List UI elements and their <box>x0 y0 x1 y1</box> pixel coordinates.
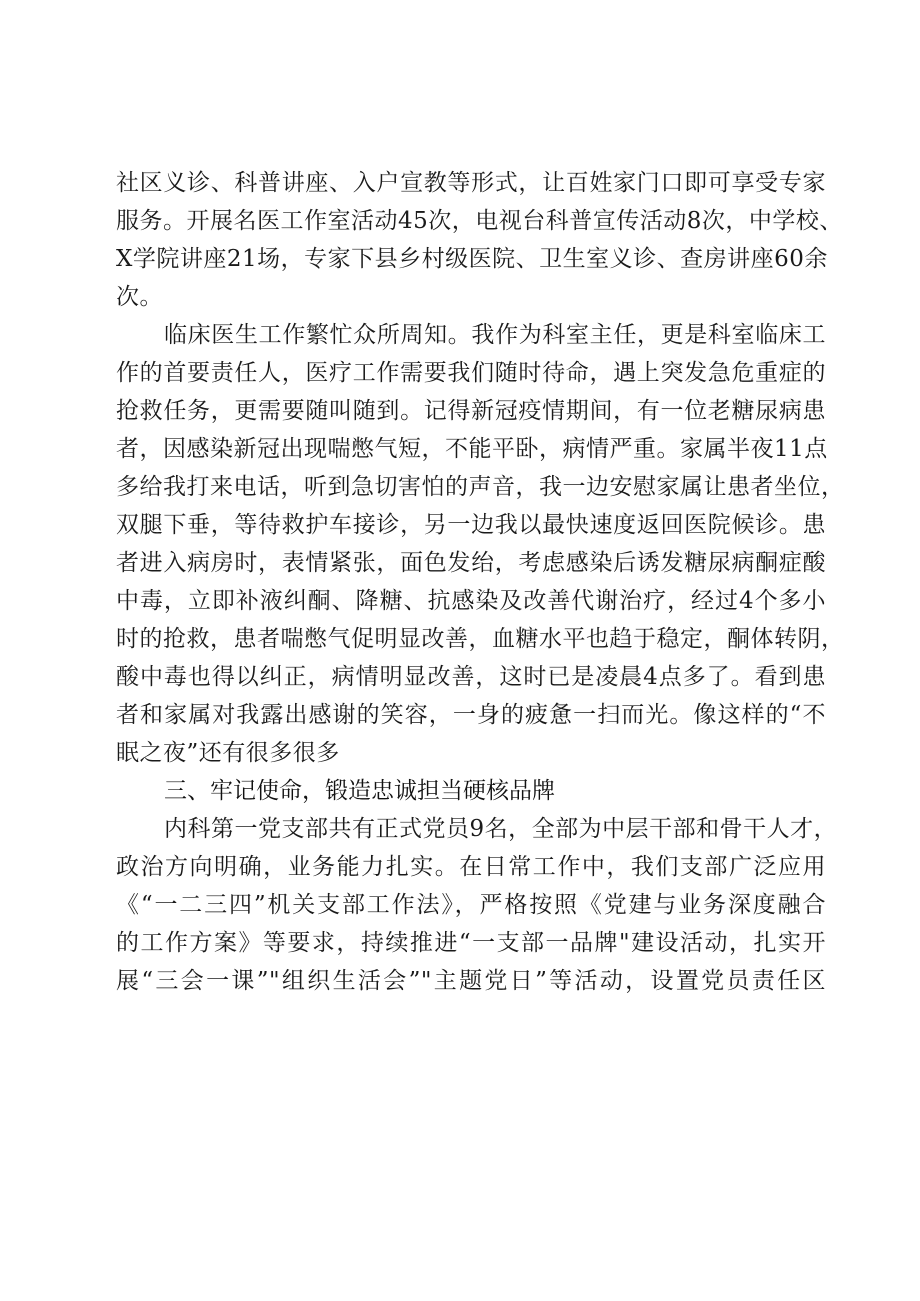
text-line: 内科第一党支部共有正式党员9名，全部为中层干部和骨干人才， <box>164 816 838 842</box>
text-line: 政治方向明确，业务能力扎实。在日常工作中，我们支部广泛应用 <box>116 854 826 880</box>
text-line: 次。 <box>116 284 163 310</box>
text-line: 双腿下垂，等待救护车接诊，另一边我以最快速度返回医院候诊。患 <box>116 512 826 538</box>
document-body <box>116 164 845 1000</box>
text-line: 者进入病房时，表情紧张，面色发绐，考虑感染后诱发糖尿病酮症酸 <box>116 550 826 576</box>
text-line: 的工作方案》等要求，持续推进“一支部一品牌"建设活动，扎实开 <box>116 930 826 956</box>
text-line: 作的首要责任人，医疗工作需要我们随时待命，遇上突发急危重症的 <box>116 360 826 386</box>
text-line: 酸中毒也得以纠正，病情明显改善，这时已是凌晨4点多了。看到患 <box>116 664 826 690</box>
text-line: X学院讲座21场，专家下县乡村级医院、卫生室义诊、查房讲座60余 <box>116 246 828 272</box>
paragraph-2 <box>116 316 845 772</box>
text-line: 者和家属对我露出感谢的笑容，一身的疲惫一扫而光。像这样的“不 <box>116 702 826 728</box>
text-line: 眠之夜”还有很多很多 <box>116 740 340 766</box>
section-heading: 三、牢记使命，锻造忠诚担当硬核品牌 <box>164 778 555 804</box>
text-line: 临床医生工作繁忙众所周知。我作为科室主任，更是科室临床工 <box>164 322 826 348</box>
text-line: 社区义诊、科普讲座、入户宣教等形式，让百姓家门口即可享受专家 <box>116 170 826 196</box>
text-line: 《“一二三四”机关支部工作法》，严格按照《党建与业务深度融合 <box>116 892 826 918</box>
paragraph-1 <box>116 164 843 316</box>
text-line: 中毒，立即补液纠酮、降糖、抗感染及改善代谢治疗，经过4个多小 <box>116 588 826 614</box>
text-line: 多给我打来电话，听到急切害怕的声音，我一边安慰家属让患者坐位， <box>116 474 845 500</box>
text-line: 者，因感染新冠出现喘憋气短，不能平卧，病情严重。家属半夜11点 <box>116 436 828 462</box>
text-line: 展“三会一课”"组织生活会”"主题党日”等活动，设置党员责任区 <box>116 968 826 994</box>
paragraph-3 <box>116 810 838 1000</box>
text-line: 服务。开展名医工作室活动45次，电视台科普宣传活动8次，中学校、 <box>116 208 843 234</box>
text-line: 抢救任务，更需要随叫随到。记得新冠疫情期间，有一位老糖尿病患 <box>116 398 826 424</box>
text-line: 时的抢救，患者喘憋气促明显改善，血糖水平也趋于稳定，酮体转阴， <box>116 626 845 652</box>
